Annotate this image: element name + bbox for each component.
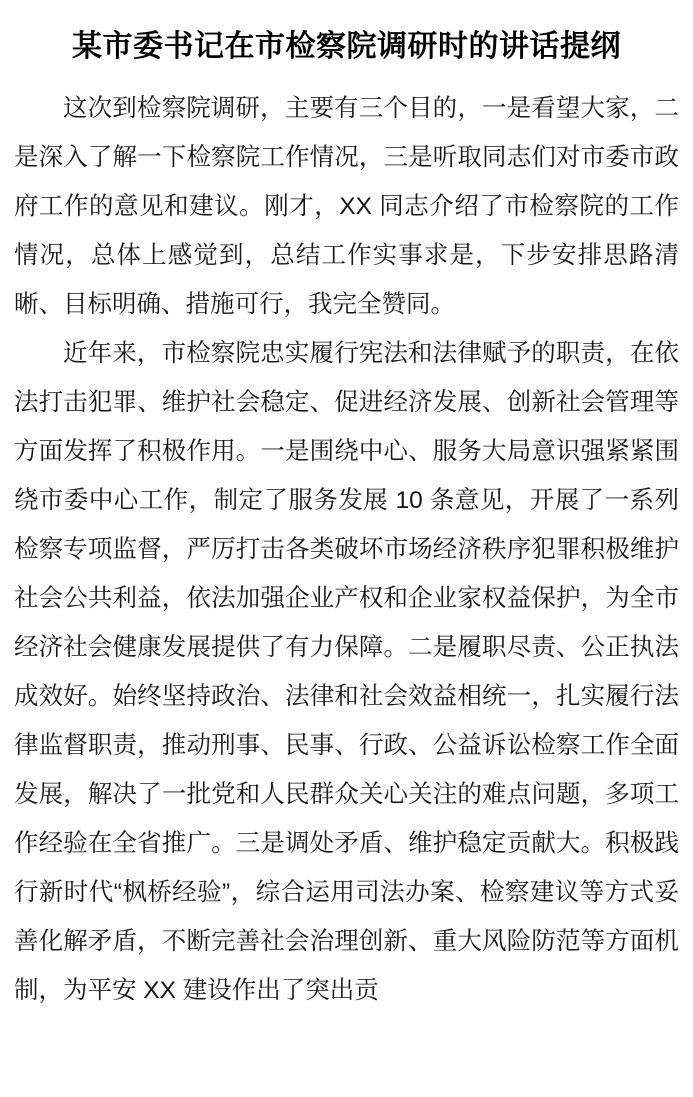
paragraph-2: 近年来，市检察院忠实履行宪法和法律赋予的职责，在依法打击犯罪、维护社会稳定、促进经济发展、创新社会管理等方面发挥了积极作用。一是围绕中心、服务大局意识强紧紧围绕市委中心工作，制定了服务发展 10 条意见，开展了一系列检察专项监督，严厉打击各类破坏市场经济秩序犯罪积极维护社会公共利益，依法加强企业产权和企业家权益保护，为全市经济社会健康发展提供了有力保障。二是履职尽责、公正执法成效好。始终坚持政治、法律和社会效益相统一，扎实履行法律监督职责，推动刑事、民事、行政、公益诉讼检察工作全面发展，解决了一批党和人民群众关心关注的难点问题，多项工作经验在全省推广。三是调处矛盾、维护稳定贡献大。积极践行新时代“枫桥经验”，综合运用司法办案、检察建议等方式妥善化解矛盾，不断完善社会治理创新、重大风险防范等方面机制，为平安 XX 建设作出了突出贡 — [14, 339, 679, 1004]
document-body — [14, 84, 679, 1015]
paragraph-1: 这次到检察院调研，主要有三个目的，一是看望大家，二是深入了解一下检察院工作情况，三是听取同志们对市委市政府工作的意见和建议。刚才，XX 同志介绍了市检察院的工作情况，总体上感觉到，总结工作实事求是，下步安排思路清晰、目标明确、措施可行，我完全赞同。 — [14, 94, 679, 318]
page-title: 某市委书记在市检察院调研时的讲话提纲 — [72, 30, 621, 63]
